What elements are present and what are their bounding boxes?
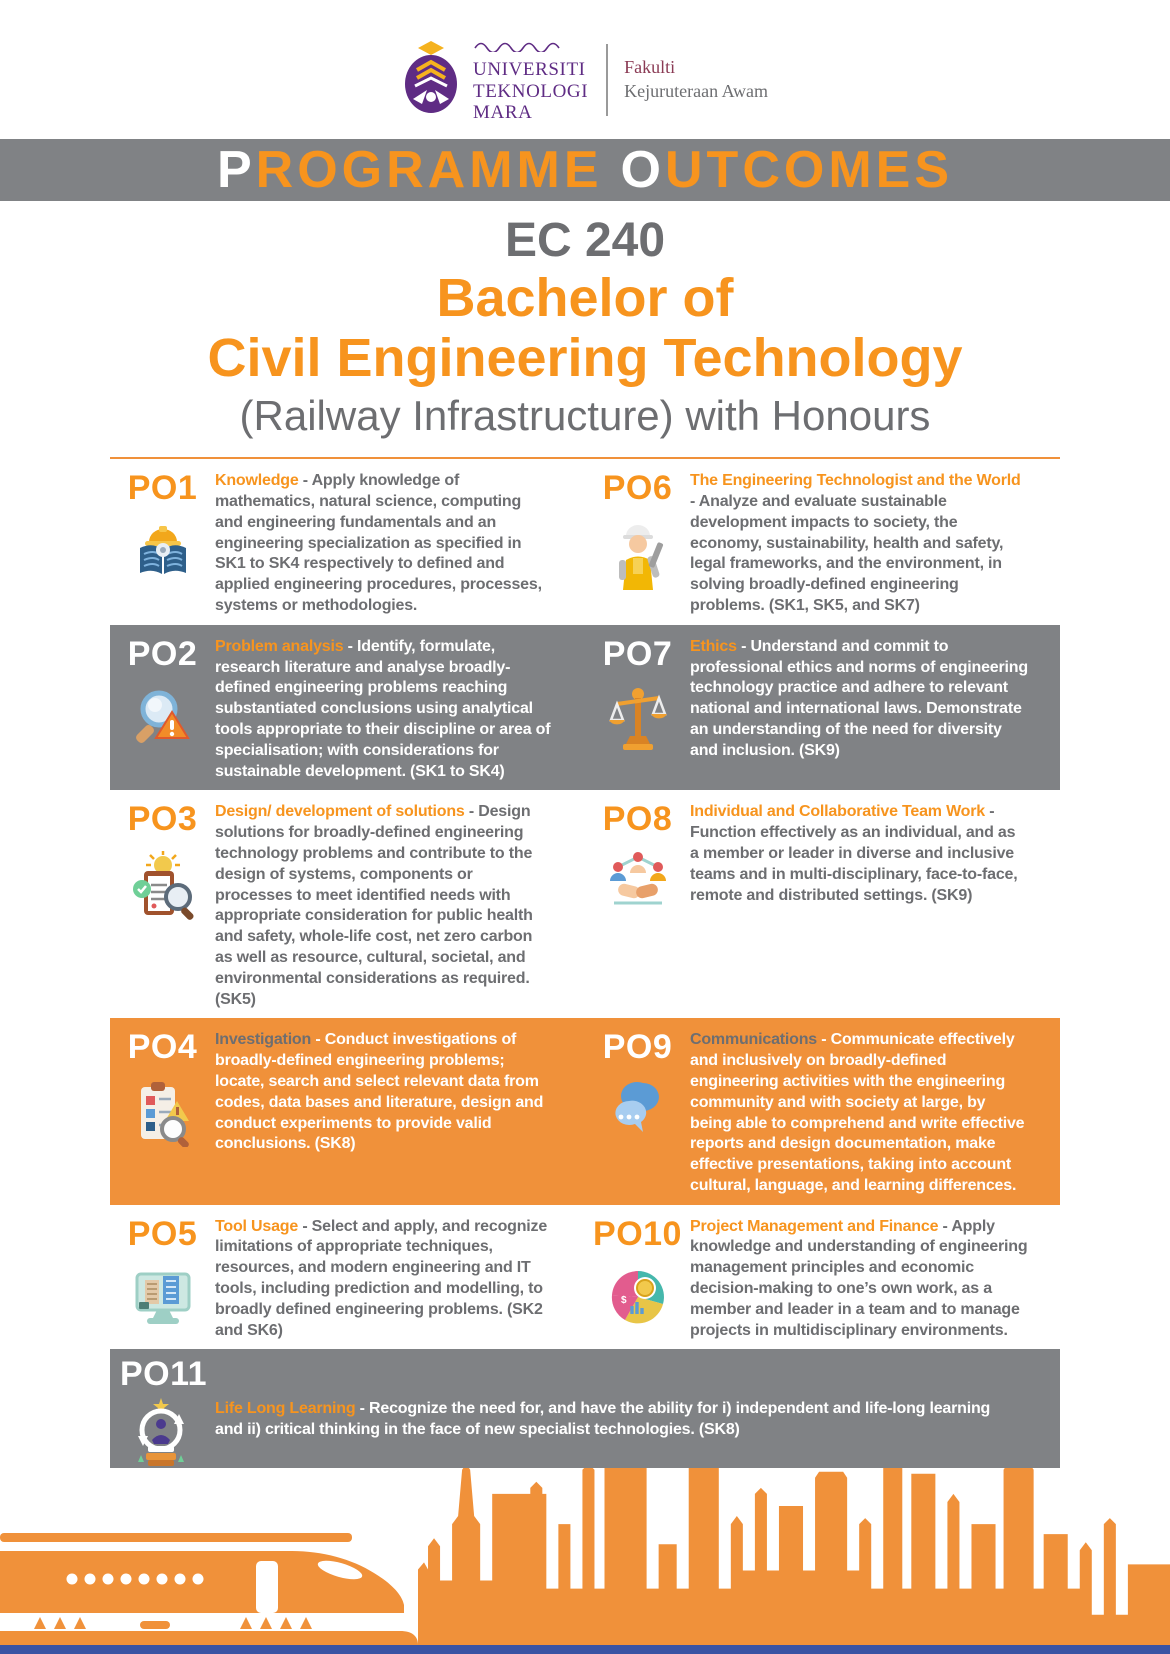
- engineering-technologist-icon: [609, 520, 667, 592]
- university-lockup: [402, 36, 768, 123]
- po6-cell: [585, 459, 1060, 625]
- po9-label: PO9: [602, 1028, 673, 1067]
- po3-keyword: Design/ development of solutions: [215, 803, 465, 821]
- banner-utcomes: UTCOMES: [665, 141, 953, 200]
- po11-description: [215, 1399, 1060, 1468]
- po3-label: PO3: [127, 800, 198, 839]
- banner-letter-o: O: [620, 141, 665, 200]
- programme-title-block: [0, 215, 1170, 441]
- po2-description: [215, 637, 585, 783]
- po6-label: PO6: [602, 469, 673, 508]
- po9-keyword: Communications: [690, 1031, 817, 1049]
- po1-description: [215, 471, 585, 617]
- po5-body: - Select and apply, and recognize limitations of appropriate techniques, resources, and modern engineering and IT tools, including prediction and modelling, to broadly defined engineering problems. (SK2 and SK6): [215, 1217, 548, 1339]
- tool-usage-icon: [131, 1266, 195, 1330]
- po1-cell: [110, 459, 585, 625]
- po6-description: [690, 471, 1060, 617]
- po1-body: - Apply knowledge of mathematics, natural science, computing and engineering fundamentals and an engineering specialization as specified in SK1 to SK4 respectively to defined and applied engineering procedures, processes, systems or methodologies.: [215, 472, 542, 614]
- po7-body: - Understand and commit to professional ethics and norms of engineering technology practice and adhere to relevant national and international laws. Demonstrate an understanding of the need for diversity and inclusion. (SK9): [690, 637, 1028, 759]
- po11-body: - Recognize the need for, and have the ability for i) independent and life-long learning and ii) critical thinking in the face of new specialist technologies. (SK8): [215, 1400, 991, 1439]
- design-solutions-icon: [130, 851, 196, 923]
- po8-keyword: Individual and Collaborative Team Work: [690, 803, 985, 821]
- po8-cell: [585, 790, 1060, 1018]
- po10-description: [690, 1217, 1060, 1342]
- programme-code: EC 240: [504, 214, 666, 268]
- investigation-icon: [131, 1079, 195, 1147]
- row-po2-po7: [110, 625, 1060, 791]
- calligraphy-ornament: [473, 36, 588, 57]
- po4-cell: [110, 1018, 585, 1204]
- po4-description: [215, 1030, 585, 1196]
- header-divider: [606, 44, 608, 116]
- po4-label: PO4: [127, 1028, 198, 1067]
- po3-description: [215, 802, 585, 1010]
- po11-cell: [110, 1349, 1060, 1468]
- po9-cell: [585, 1018, 1060, 1204]
- po2-keyword: Problem analysis: [215, 637, 344, 655]
- po11-label: PO11: [120, 1355, 208, 1394]
- university-line-2: TEKNOLOGI: [473, 80, 589, 102]
- uitm-logo: [402, 39, 460, 120]
- row-po11: [110, 1349, 1060, 1468]
- header: [0, 0, 1170, 123]
- footer-blue-bar: [0, 1645, 1170, 1654]
- po8-label: PO8: [602, 800, 673, 839]
- banner-letter-p: P: [216, 141, 256, 200]
- programme-title-line1: Bachelor of: [436, 267, 734, 328]
- po4-keyword: Investigation: [215, 1031, 312, 1049]
- po2-body: - Identify, formulate, research literature and analyse broadly-defined engineering problems reaching substantiated conclusions using analytical tools appropriate to their discipline or area of specialisation; with considerations for sustainable development. (SK1 to SK4): [215, 637, 551, 780]
- project-management-icon: [607, 1266, 669, 1328]
- po7-keyword: Ethics: [690, 637, 737, 655]
- university-name: [473, 36, 588, 123]
- outcomes-grid: [110, 459, 1060, 1468]
- row-po3-po8: [110, 790, 1060, 1018]
- po1-keyword: Knowledge: [215, 472, 299, 490]
- knowledge-icon: [132, 520, 194, 582]
- bullet-train-silhouette: [0, 1533, 430, 1645]
- po3-body: - Design solutions for broadly-defined engineering technology problems and contribute to the design of systems, components or processes to meet identified needs with appropriate consideration for public health and safety, whole-life cost, net zero carbon as well as resource, cultural, societal, and environmental considerations as required. (SK5): [215, 803, 533, 1008]
- po10-label: PO10: [593, 1214, 682, 1253]
- lifelong-learning-icon: [128, 1396, 194, 1468]
- po8-description: [690, 802, 1060, 1010]
- row-po1-po6: [110, 459, 1060, 625]
- po7-label: PO7: [602, 634, 673, 673]
- communications-icon: [607, 1079, 669, 1139]
- row-po5-po10: [110, 1205, 1060, 1350]
- po7-description: [690, 637, 1060, 783]
- po8-body: - Function effectively as an individual, and as a member or leader in diverse and inclusive teams and in multi-disciplinary, face-to-face, remote and distributed settings. (SK9): [690, 803, 1018, 904]
- programme-title-line2: Civil Engineering Technology: [207, 328, 963, 389]
- faculty-name: Kejuruteraan Awam: [624, 80, 768, 101]
- po10-body: - Apply knowledge and understanding of engineering management principles and economic decision-making to one’s own work, as a member and leader in a team and to manage projects in multidisciplinary environments.: [690, 1217, 1028, 1339]
- programme-outcomes-banner: [0, 139, 1170, 201]
- po5-label: PO5: [127, 1214, 198, 1253]
- row-po4-po9: [110, 1018, 1060, 1204]
- po2-label: PO2: [127, 634, 198, 673]
- university-line-3: MARA: [473, 101, 533, 123]
- po4-body: - Conduct investigations of broadly-defined engineering problems; locate, search and select relevant data from codes, data bases and literature, design and conduct experiments to provide valid conclusions. (SK8): [215, 1031, 544, 1153]
- po3-cell: [110, 790, 585, 1018]
- po10-keyword: Project Management and Finance: [690, 1217, 939, 1235]
- po10-cell: [585, 1205, 1060, 1350]
- problem-analysis-icon: [132, 686, 194, 748]
- university-line-1: UNIVERSITI: [473, 59, 586, 81]
- svg-text:$: $: [620, 1294, 627, 1306]
- faculty-label: Fakulti: [624, 57, 676, 78]
- programme-subtitle: (Railway Infrastructure) with Honours: [239, 391, 931, 439]
- po1-label: PO1: [127, 469, 198, 508]
- po11-keyword: Life Long Learning: [215, 1400, 356, 1418]
- po7-cell: [585, 625, 1060, 791]
- po9-body: - Communicate effectively and inclusively on broadly-defined engineering activities with the engineering community and with society at large, by being able to comprehend and write effective reports and design documentation, make effective presentations, taking into account cultural, language, and learning differences.: [690, 1031, 1025, 1194]
- po5-cell: [110, 1205, 585, 1350]
- po5-keyword: Tool Usage: [215, 1217, 299, 1235]
- po9-description: [690, 1030, 1060, 1196]
- po6-body: - Analyze and evaluate sustainable development impacts to society, the economy, sustainability, health and safety, legal frameworks, and the environment, in solving broadly-defined engineering problems. (SK1, SK5, and SK7): [690, 492, 1004, 614]
- ethics-icon: [607, 686, 669, 752]
- faculty-block: [624, 56, 768, 103]
- po6-keyword: The Engineering Technologist and the World: [690, 472, 1021, 490]
- teamwork-icon: [606, 851, 670, 911]
- po5-description: [215, 1217, 585, 1342]
- po2-cell: [110, 625, 585, 791]
- banner-rogramme: ROGRAMME: [255, 141, 603, 200]
